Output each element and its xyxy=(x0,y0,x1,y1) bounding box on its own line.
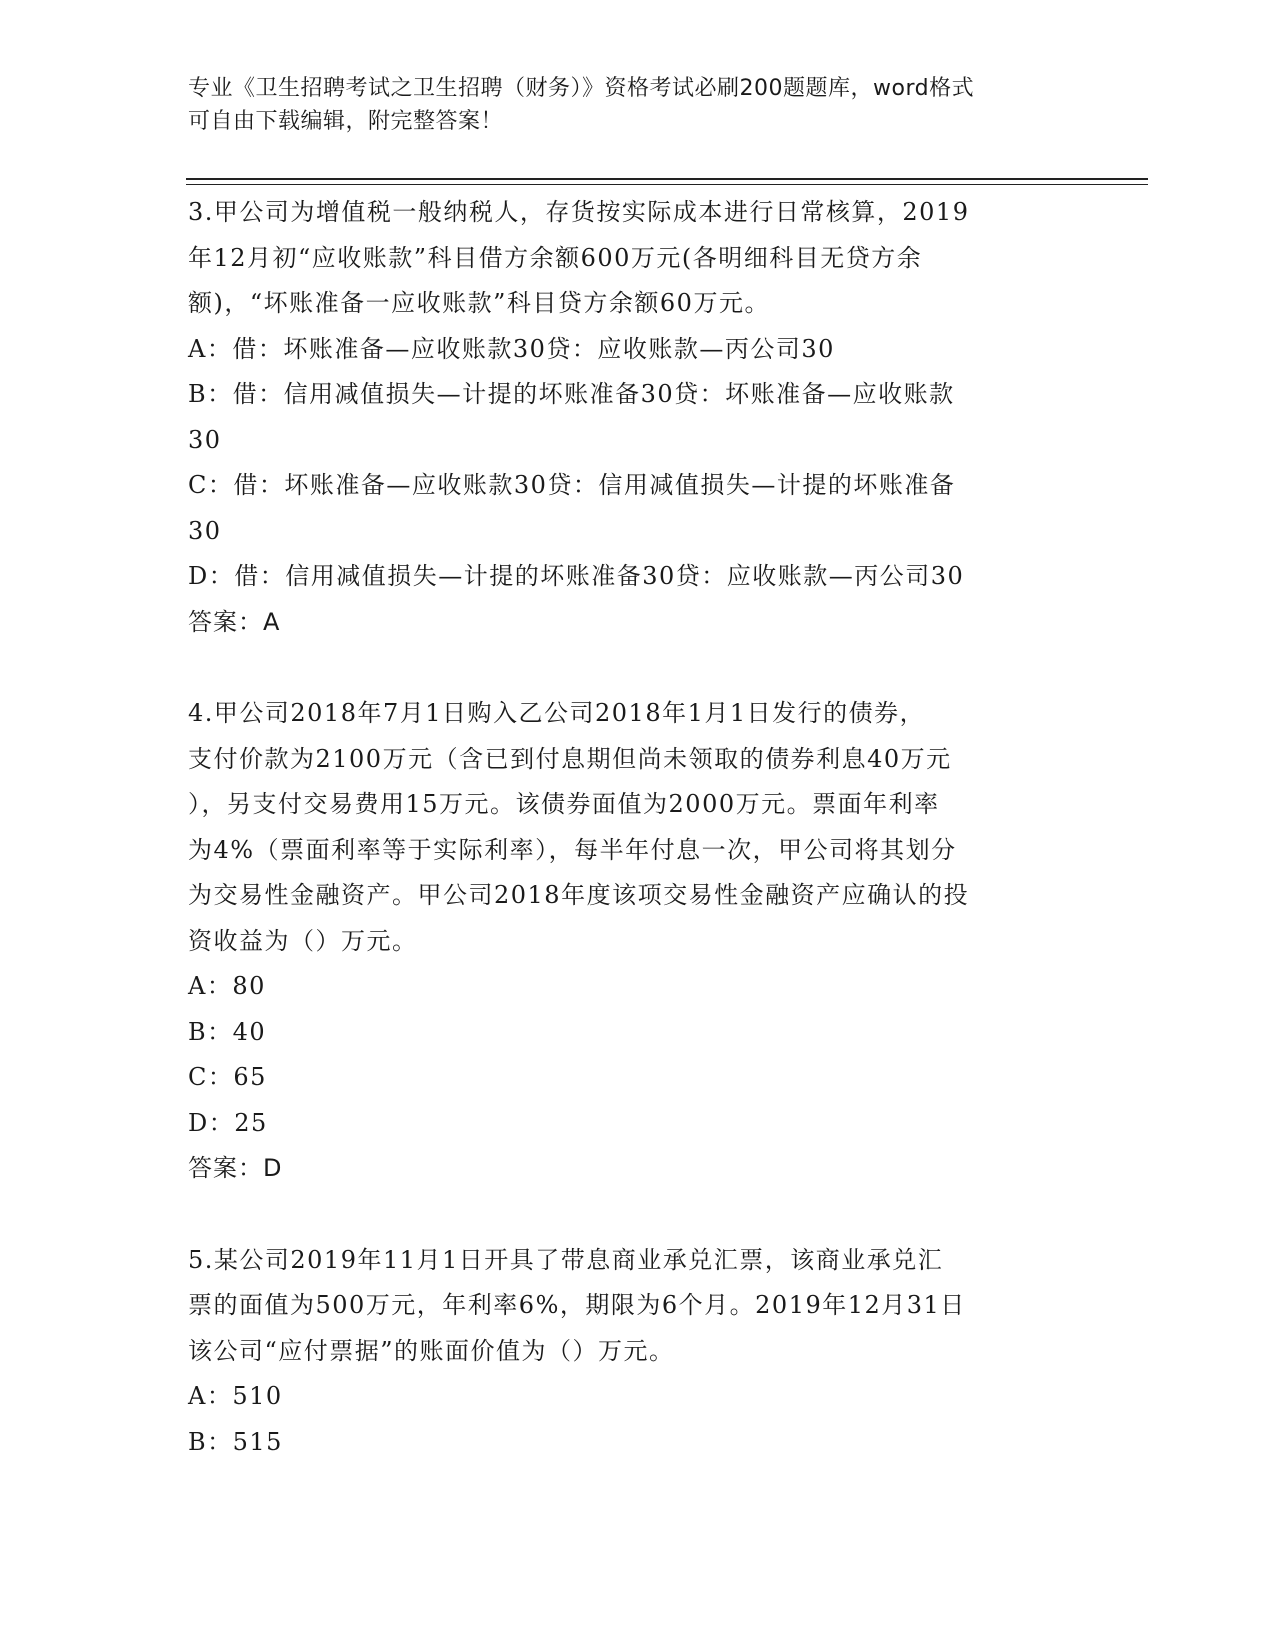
question-stem-line: 额)，“坏账准备一应收账款”科目贷方余额60万元。 xyxy=(188,289,770,317)
question-stem-line: 5.某公司2019年11月1日开具了带息商业承兑汇票，该商业承兑汇 xyxy=(188,1245,944,1274)
option-a: A：510 xyxy=(188,1382,283,1410)
question-stem-line: 票的面值为500万元，年利率6%，期限为6个月。2019年12月31日 xyxy=(188,1291,966,1319)
option-b: B：借：信用减值损失—计提的坏账准备30贷：坏账准备—应收账款 xyxy=(188,380,955,408)
question-stem-line: 3.甲公司为增值税一般纳税人，存货按实际成本进行日常核算，2019 xyxy=(188,198,970,226)
question-4 xyxy=(188,691,1088,1192)
answer-label: 答案：A xyxy=(188,607,281,636)
option-c: C：65 xyxy=(188,1063,267,1091)
question-5 xyxy=(188,1238,1088,1466)
option-a: A：借：坏账准备—应收账款30贷：应收账款—丙公司30 xyxy=(188,334,835,363)
header-divider-thin xyxy=(186,184,1148,185)
question-stem-line: 为交易性金融资产。甲公司2018年度该项交易性金融资产应确认的投 xyxy=(188,881,970,909)
question-stem-line: 年12月初“应收账款”科目借方余额600万元(各明细科目无贷方余 xyxy=(188,243,923,272)
question-stem-line: 支付价款为2100万元（含已到付息期但尚未领取的债券利息40万元 xyxy=(188,744,952,773)
option-d: D：借：信用减值损失—计提的坏账准备30贷：应收账款—丙公司30 xyxy=(188,562,965,590)
question-stem-line: 该公司“应付票据”的账面价值为（）万元。 xyxy=(188,1336,675,1365)
question-stem-line: ），另支付交易费用15万元。该债券面值为2000万元。票面年利率 xyxy=(188,790,940,818)
option-b: B：40 xyxy=(188,1017,267,1046)
option-b: B：515 xyxy=(188,1427,283,1456)
question-3 xyxy=(188,190,1088,645)
question-stem-line: 资收益为（）万元。 xyxy=(188,926,418,955)
header-line: 可自由下载编辑，附完整答案！ xyxy=(188,109,504,134)
answer-label: 答案：D xyxy=(188,1154,283,1182)
option-c-continued: 30 xyxy=(188,516,222,545)
option-c: C：借：坏账准备—应收账款30贷：信用减值损失—计提的坏账准备 xyxy=(188,471,956,499)
question-stem-line: 4.甲公司2018年7月1日购入乙公司2018年1月1日发行的债券， xyxy=(188,699,926,727)
question-stem-line: 为4%（票面利率等于实际利率），每半年付息一次，甲公司将其划分 xyxy=(188,835,957,864)
header-line: 专业《卫生招聘考试之卫生招聘（财务）》资格考试必刷200题题库，word格式 xyxy=(188,76,975,101)
document-header xyxy=(188,72,1068,138)
option-b-continued: 30 xyxy=(188,425,222,454)
question-list xyxy=(188,190,1088,1465)
option-d: D：25 xyxy=(188,1108,268,1137)
header-divider-thick xyxy=(186,178,1148,180)
option-a: A：80 xyxy=(188,972,266,1000)
